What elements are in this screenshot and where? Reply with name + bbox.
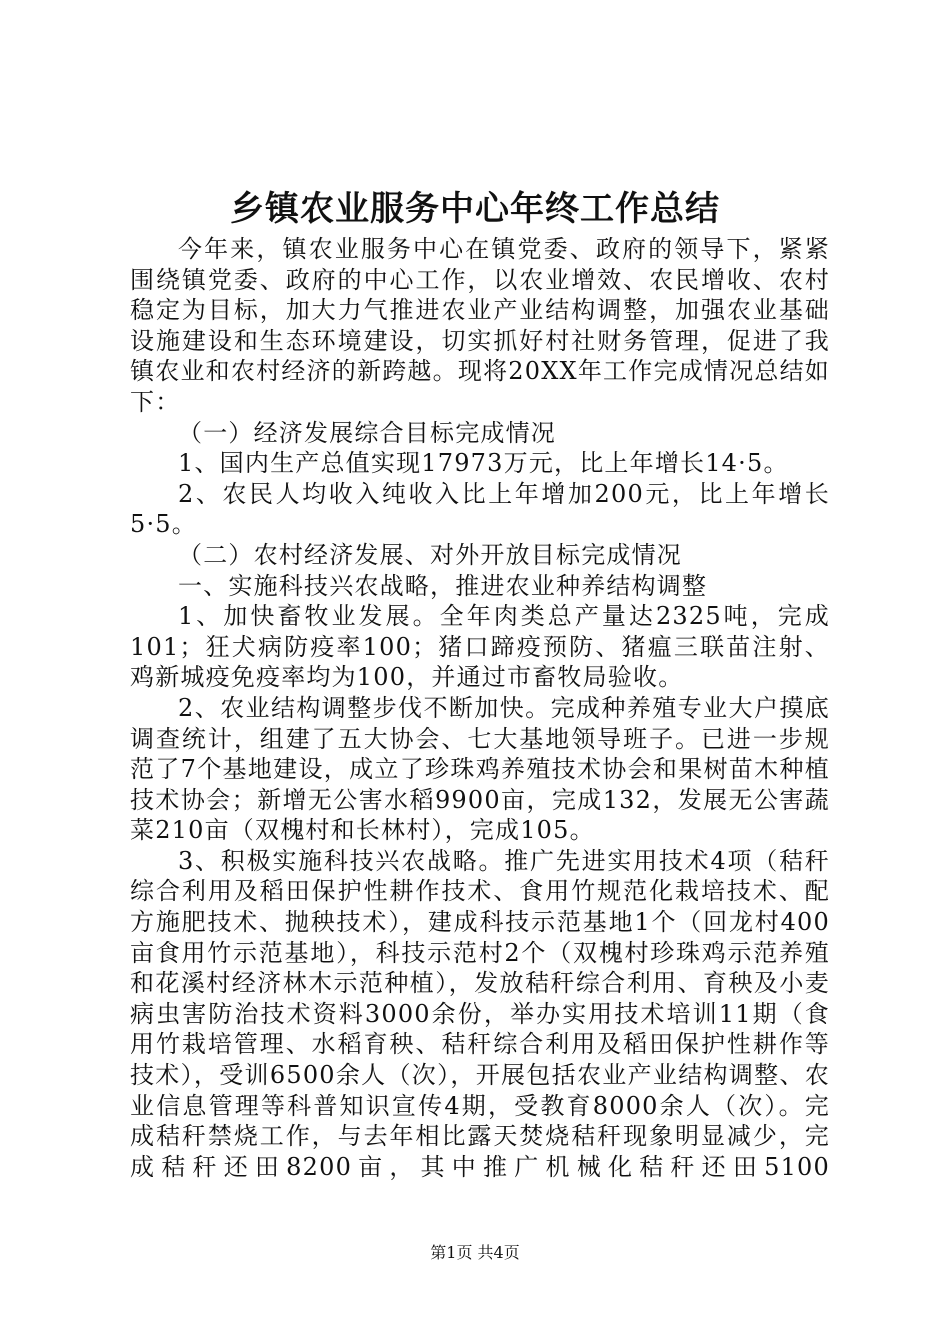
paragraph-science-technology: 3、积极实施科技兴农战略。推广先进实用技术4项（秸秆综合利用及稻田保护性耕作技术、食用竹规范化栽培技术、配方施肥技术、抛秧技术），建成科技示范基地1个（回龙村400亩食用竹示范基地），科技示范村2个（双槐村珍珠鸡示范养殖和花溪村经济林木示范种植），发放秸秆综合利用、育秧及小麦病虫害防治技术资料3000余份，举办实用技术培训11期（食用竹栽培管理、水稻育秧、秸秆综合利用及稻田保护性耕作等技术），受训6500余人（次），开展包括农业产业结构调整、农业信息管理等科普知识宣传4期，受教育8000余人（次）。完成秸秆禁烧工作，与去年相比露天焚烧秸秆现象明显减少，完成秸秆还田8200亩，其中推广机械化秸秆还田5100 <box>130 846 830 1181</box>
paragraph-section-1-heading: （一）经济发展综合目标完成情况 <box>178 418 556 447</box>
document-body <box>130 234 830 1182</box>
paragraph-structure-adjustment: 2、农业结构调整步伐不断加快。完成种养殖专业大户摸底调查统计，组建了五大协会、七大基地领导班子。已进一步规范了7个基地建设，成立了珍珠鸡养殖技术协会和果树苗木种植技术协会；新增无公害水稻9900亩，完成132，发展无公害蔬菜210亩（双槐村和长林村），完成105。 <box>130 693 830 845</box>
paragraph-section-2-heading: （二）农村经济发展、对外开放目标完成情况 <box>178 540 682 569</box>
paragraph-gdp: 1、国内生产总值实现17973万元，比上年增长14·5。 <box>178 449 789 478</box>
document-title: 乡镇农业服务中心年终工作总结 <box>230 189 720 229</box>
paragraph-strategy-heading: 一、实施科技兴农战略，推进农业种养结构调整 <box>178 571 708 600</box>
paragraph-livestock: 1、加快畜牧业发展。全年肉类总产量达2325吨，完成101；狂犬病防疫率100；猪口蹄疫预防、猪瘟三联苗注射、鸡新城疫免疫率均为100，并通过市畜牧局验收。 <box>130 602 830 692</box>
paragraph-income: 2、农民人均收入纯收入比上年增加200元，比上年增长5·5。 <box>130 479 830 539</box>
paragraph-intro: 今年来，镇农业服务中心在镇党委、政府的领导下，紧紧围绕镇党委、政府的中心工作，以农业增效、农民增收、农村稳定为目标，加大力气推进农业产业结构调整，加强农业基础设施建设和生态环境建设，切实抓好村社财务管理，促进了我镇农业和农村经济的新跨越。现将20XX年工作完成情况总结如下： <box>130 235 830 416</box>
page-footer: 第1页 共4页 <box>430 1243 520 1262</box>
